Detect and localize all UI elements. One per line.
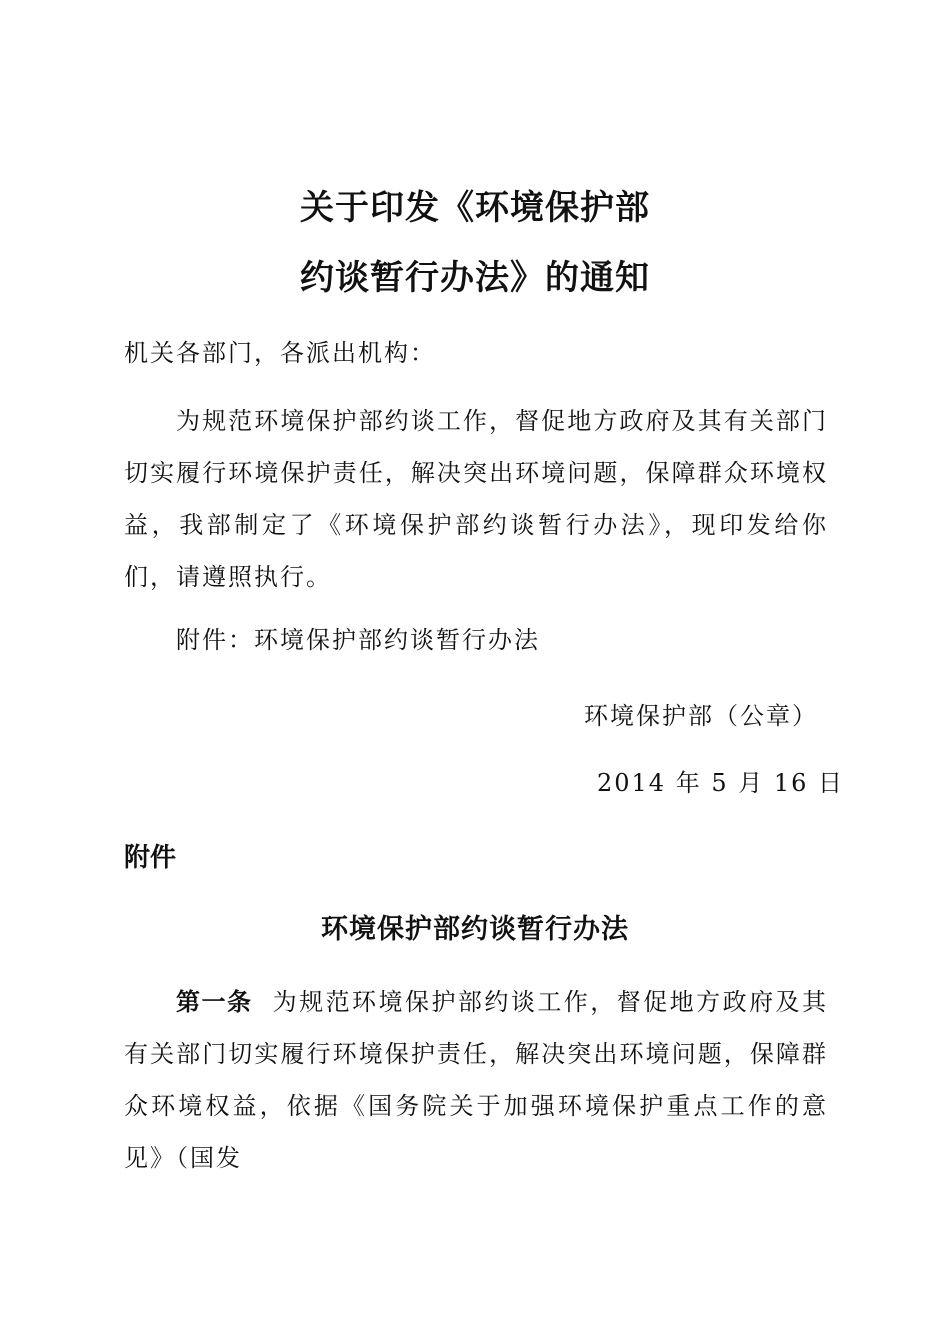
article-1-number: 第一条 <box>176 988 253 1016</box>
issue-date: 2014 年 5 月 16 日 <box>597 769 845 797</box>
notice-title-line-1: 关于印发《环境保护部 <box>300 188 650 228</box>
issuer-signature: 环境保护部（公章） <box>584 702 818 730</box>
salutation: 机关各部门，各派出机构： <box>124 339 436 367</box>
article-1 <box>124 976 828 1184</box>
attachment-note: 附件：环境保护部约谈暂行办法 <box>176 626 540 654</box>
notice-paragraph: 为规范环境保护部约谈工作，督促地方政府及其有关部门切实履行环境保护责任，解决突出环境问题，保障群众环境权益，我部制定了《环境保护部约谈暂行办法》，现印发给你们，请遵照执行。 <box>124 407 828 591</box>
measures-title: 环境保护部约谈暂行办法 <box>321 914 629 945</box>
article-1-spacer <box>252 988 272 1016</box>
attachment-label: 附件 <box>124 843 177 873</box>
notice-title-line-2: 约谈暂行办法》的通知 <box>300 258 650 298</box>
article-1-text: 为规范环境保护部约谈工作，督促地方政府及其有关部门切实履行环境保护责任，解决突出环境问题，保障群众环境权益，依据《国务院关于加强环境保护重点工作的意见》（国发 <box>124 988 829 1172</box>
